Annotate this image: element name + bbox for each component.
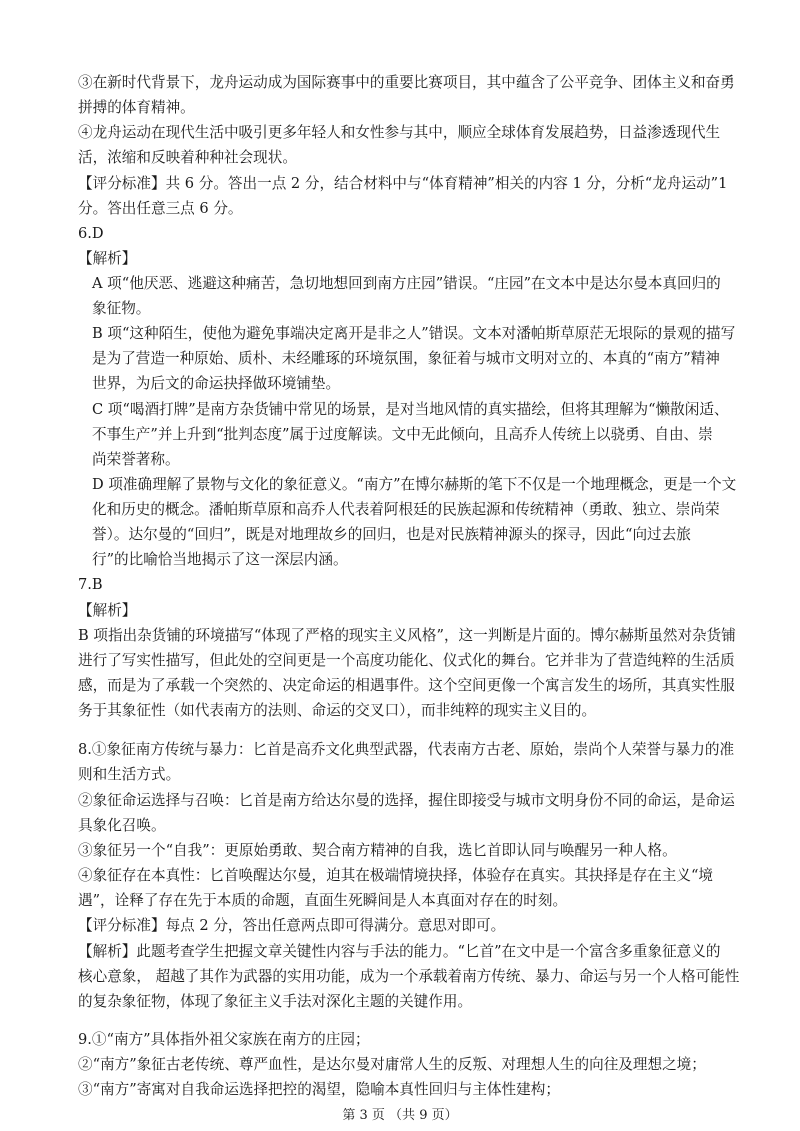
analysis-6-option-d-cont: 化和历史的概念。潘帕斯草原和高乔人代表着阿根廷的民族起源和传统精神（勇敢、独立、崇尚荣: [92, 501, 720, 518]
answer-8-point-1: 8.①象征南方传统与暴力：匕首是高乔文化典型武器，代表南方古老、原始，崇尚个人荣誉与暴力的准: [78, 741, 735, 758]
answer-8-point-2: ②象征命运选择与召唤：匕首是南方给达尔曼的选择，握住即接受与城市文明身份不同的命运，是命运: [78, 792, 735, 809]
scoring-criteria-5-cont: 分。答出任意三点 6 分。: [78, 200, 243, 217]
analysis-label-6: 【解析】: [78, 250, 137, 267]
answer-5-point-4-cont: 活，浓缩和反映着种种社会现状。: [78, 149, 297, 166]
answer-5-point-4: ④龙舟运动在现代生活中吸引更多年轻人和女性参与其中，顺应全球体育发展趋势，日益渗透现代生: [78, 124, 721, 141]
analysis-6-option-d-cont: 誉）。达尔曼的“回归”，既是对地理故乡的回归，也是对民族精神源头的探寻，因此“向过去旅: [92, 526, 691, 543]
analysis-6-option-c: C 项“喝酒打牌”是南方杂货铺中常见的场景，是对当地风情的真实描绘，但将其理解为“懒散闲适、: [92, 401, 729, 418]
answer-8-point-4: ④象征存在本真性：匕首唤醒达尔曼，迫其在极端情境抉择，体验存在真实。其抉择是存在主义“境: [78, 867, 713, 884]
analysis-7: B 项指出杂货铺的环境描写“体现了严格的现实主义风格”，这一判断是片面的。博尔赫斯虽然对杂货铺: [78, 627, 736, 644]
analysis-6-option-c-cont: 不事生产”并上升到“批判态度”属于过度解读。文中无此倾向，且高乔人传统上以骁勇、自由、崇: [92, 426, 713, 443]
analysis-label-7: 【解析】: [78, 602, 137, 619]
analysis-6-option-d-cont: 行”的比喻恰当地揭示了这一深层内涵。: [92, 551, 348, 568]
analysis-7-cont: 务于其象征性（如代表南方的法则、命运的交叉口），而非纯粹的现实主义目的。: [78, 702, 597, 719]
scoring-criteria-8: 【评分标准】每点 2 分，答出任意两点即可得满分。意思对即可。: [78, 917, 506, 934]
answer-8-point-1-cont: 则和生活方式。: [78, 766, 181, 783]
analysis-6-option-c-cont: 尚荣誉著称。: [92, 451, 180, 468]
answer-9-point-3: ③“南方”寄寓对自我命运选择把控的渴望，隐喻本真性回归与主体性建构；: [78, 1081, 560, 1098]
answer-9-point-1: 9.①“南方”具体指外祖父家族在南方的庄园；: [78, 1031, 370, 1048]
analysis-6-option-b-cont: 世界，为后文的命运抉择做环境铺垫。: [92, 375, 341, 392]
analysis-8: 【解析】此题考查学生把握文章关键性内容与手法的能力。“匕首”在文中是一个富含多重象征意义的: [78, 943, 721, 960]
analysis-6-option-a-cont: 象征物。: [92, 300, 151, 317]
page-footer: 第 3 页 （共 9 页）: [342, 1108, 458, 1123]
answer-8-point-3: ③象征另一个“自我”：更原始勇敢、契合南方精神的自我，选匕首即认同与唤醒另一种人格。: [78, 842, 677, 859]
scoring-criteria-5: 【评分标准】共 6 分。答出一点 2 分，结合材料中与“体育精神”相关的内容 1 分，分析“龙舟运动”1: [78, 175, 728, 192]
answer-8-point-4-cont: 遇”，诠释了存在先于本质的命题，直面生死瞬间是人本真面对存在的时刻。: [78, 892, 568, 909]
answer-5-point-3-cont: 拼搏的体育精神。: [78, 99, 195, 116]
answer-7: 7.B: [78, 576, 103, 593]
analysis-8-cont: 的复杂象征物，体现了象征主义手法对深化主题的关键作用。: [78, 993, 473, 1010]
answer-9-point-2: ②“南方”象征古老传统、尊严血性，是达尔曼对庸常人生的反叛、对理想人生的向往及理想之境；: [78, 1056, 706, 1073]
answer-5-point-3: ③在新时代背景下，龙舟运动成为国际赛事中的重要比赛项目，其中蕴含了公平竞争、团体主义和奋勇: [78, 74, 735, 91]
answer-8-point-2-cont: 具象化召唤。: [78, 817, 166, 834]
answer-6: 6.D: [78, 225, 104, 242]
analysis-6-option-a: A 项“他厌恶、逃避这种痛苦，急切地想回到南方庄园”错误。“庄园”在文本中是达尔曼本真回归的: [92, 275, 721, 292]
analysis-7-cont: 感，而是为了承载一个突然的、决定命运的相遇事件。这个空间更像一个寓言发生的场所，其真实性服: [78, 677, 735, 694]
analysis-6-option-b: B 项“这种陌生，使他为避免事端决定离开是非之人”错误。文本对潘帕斯草原茫无垠际的景观的描写: [92, 325, 736, 342]
analysis-7-cont: 进行了写实性描写，但此处的空间更是一个高度功能化、仪式化的舞台。它并非为了营造纯粹的生活质: [78, 652, 735, 669]
analysis-6-option-b-cont: 是为了营造一种原始、质朴、未经雕琢的环境氛围，象征着与城市文明对立的、本真的“南方”精神: [92, 350, 720, 367]
analysis-8-cont: 核心意象， 超越了其作为武器的实用功能，成为一个承载着南方传统、暴力、命运与另一个人格可能性: [78, 968, 740, 985]
analysis-6-option-d: D 项准确理解了景物与文化的象征意义。“南方”在博尔赫斯的笔下不仅是一个地理概念，更是一个文: [92, 476, 737, 493]
